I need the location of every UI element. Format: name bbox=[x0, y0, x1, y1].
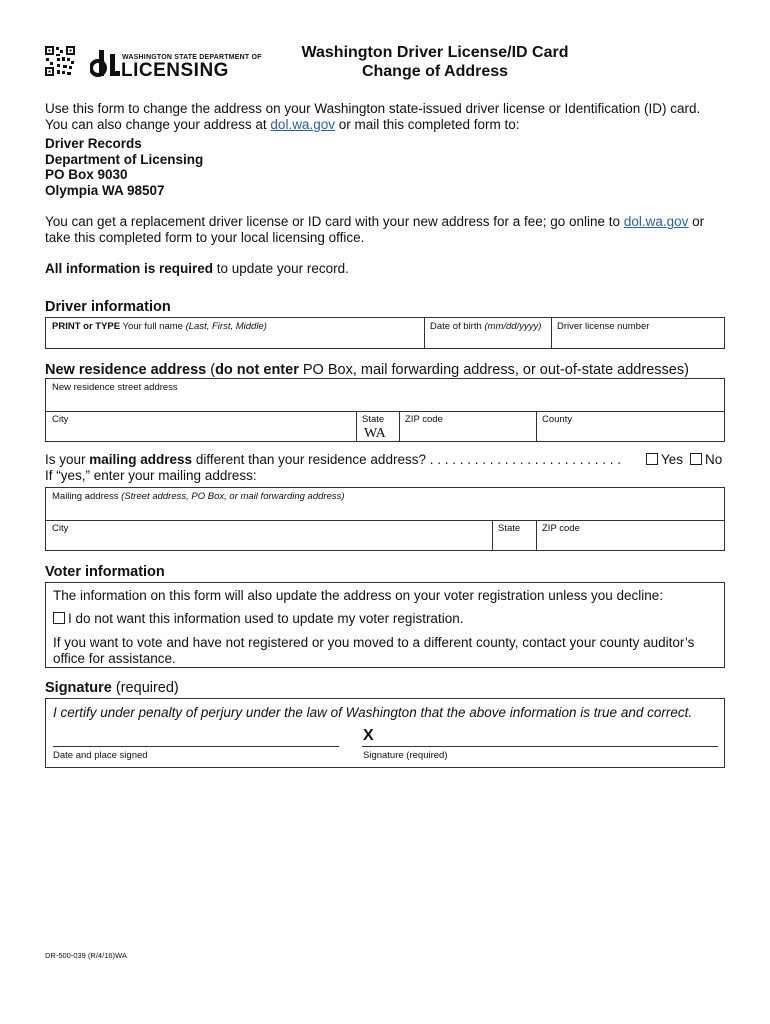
voter-heading: Voter information bbox=[45, 564, 165, 580]
yes-checkbox[interactable] bbox=[646, 453, 658, 465]
intro-line-1: Use this form to change the address on your Washington state-issued driver license or Identification (ID) card. bbox=[45, 101, 701, 116]
signature-label: Signature (required) bbox=[363, 750, 448, 761]
form-number: DR-500-039 (R/4/16)WA bbox=[45, 951, 127, 960]
signature-x-mark: X bbox=[363, 727, 374, 744]
dol-link[interactable]: dol.wa.gov bbox=[270, 117, 335, 132]
voter-notice: The information on this form will also update the address on your voter registration unless you decline: bbox=[53, 588, 664, 603]
mail-address-line-1: Driver Records bbox=[45, 136, 142, 151]
residence-heading: New residence address (do not enter PO Box, mail forwarding address, or out-of-state addresses) bbox=[45, 362, 689, 378]
mail-address-line-2: Department of Licensing bbox=[45, 152, 204, 167]
driver-info-box bbox=[45, 317, 725, 349]
replacement-line-1: You can get a replacement driver license or ID card with your new address for a fee; go online to dol.wa.gov or bbox=[45, 214, 705, 229]
mailing-city-field[interactable]: City bbox=[52, 523, 69, 534]
voter-contact-line-1: If you want to vote and have not registered or you moved to a different county, contact your county auditor’s bbox=[53, 635, 695, 650]
mail-address-line-3: PO Box 9030 bbox=[45, 167, 128, 182]
residence-state-field[interactable]: State WA bbox=[356, 411, 399, 441]
form-title: Washington Driver License/ID Card bbox=[301, 44, 569, 61]
voter-contact-line-2: office for assistance. bbox=[53, 651, 176, 666]
intro-line-2: You can also change your address at dol.wa.gov or mail this completed form to: bbox=[45, 117, 520, 132]
signature-box bbox=[45, 698, 725, 768]
barcode-icon bbox=[45, 46, 75, 76]
form-subtitle: Change of Address bbox=[361, 63, 509, 80]
full-name-field[interactable]: PRINT or TYPE Your full name (Last, First, Middle) bbox=[52, 321, 267, 332]
mail-address-line-4: Olympia WA 98507 bbox=[45, 183, 165, 198]
voter-decline-checkbox[interactable] bbox=[53, 612, 65, 624]
residence-county-field[interactable]: County bbox=[542, 414, 573, 425]
mailing-question: Is your mailing address different than your residence address? . . . . . . . . . . . . . . . . . . . . . . . . . . bbox=[45, 452, 621, 467]
mailing-zip-field[interactable]: ZIP code bbox=[542, 523, 580, 534]
replacement-line-2: take this completed form to your local licensing office. bbox=[45, 230, 365, 245]
dol-logo-icon bbox=[90, 50, 120, 78]
signature-heading: Signature (required) bbox=[45, 680, 179, 696]
licensing-wordmark: LICENSING bbox=[121, 60, 229, 81]
driver-license-number-field[interactable]: Driver license number bbox=[557, 321, 650, 332]
mailing-address-field[interactable]: Mailing address (Street address, PO Box, or mail forwarding address) bbox=[52, 491, 345, 502]
mailing-box bbox=[45, 487, 725, 551]
department-name: WASHINGTON STATE DEPARTMENT OF bbox=[122, 54, 262, 61]
mailing-state-field[interactable]: State bbox=[498, 523, 521, 534]
voter-box bbox=[45, 582, 725, 668]
mailing-no-option[interactable]: No bbox=[690, 452, 722, 468]
required-notice: All information is required to update your record. bbox=[45, 261, 349, 276]
date-of-birth-field[interactable]: Date of birth (mm/dd/yyyy) bbox=[430, 321, 542, 332]
no-checkbox[interactable] bbox=[690, 453, 702, 465]
dol-link-2[interactable]: dol.wa.gov bbox=[623, 214, 689, 229]
residence-city-field[interactable]: City bbox=[52, 414, 69, 425]
residence-state-value: WA bbox=[364, 426, 386, 441]
date-place-label: Date and place signed bbox=[53, 750, 148, 761]
mailing-yes-option[interactable]: Yes bbox=[646, 452, 683, 468]
certification-statement: I certify under penalty of perjury under the law of Washington that the above information is true and correct. bbox=[53, 705, 693, 720]
driver-info-heading: Driver information bbox=[45, 299, 171, 315]
residence-box bbox=[45, 378, 725, 442]
voter-decline-option[interactable]: I do not want this information used to update my voter registration. bbox=[53, 611, 463, 627]
residence-zip-field[interactable]: ZIP code bbox=[405, 414, 443, 425]
mailing-if-yes: If “yes,” enter your mailing address: bbox=[45, 468, 257, 483]
residence-street-field[interactable]: New residence street address bbox=[52, 382, 178, 393]
